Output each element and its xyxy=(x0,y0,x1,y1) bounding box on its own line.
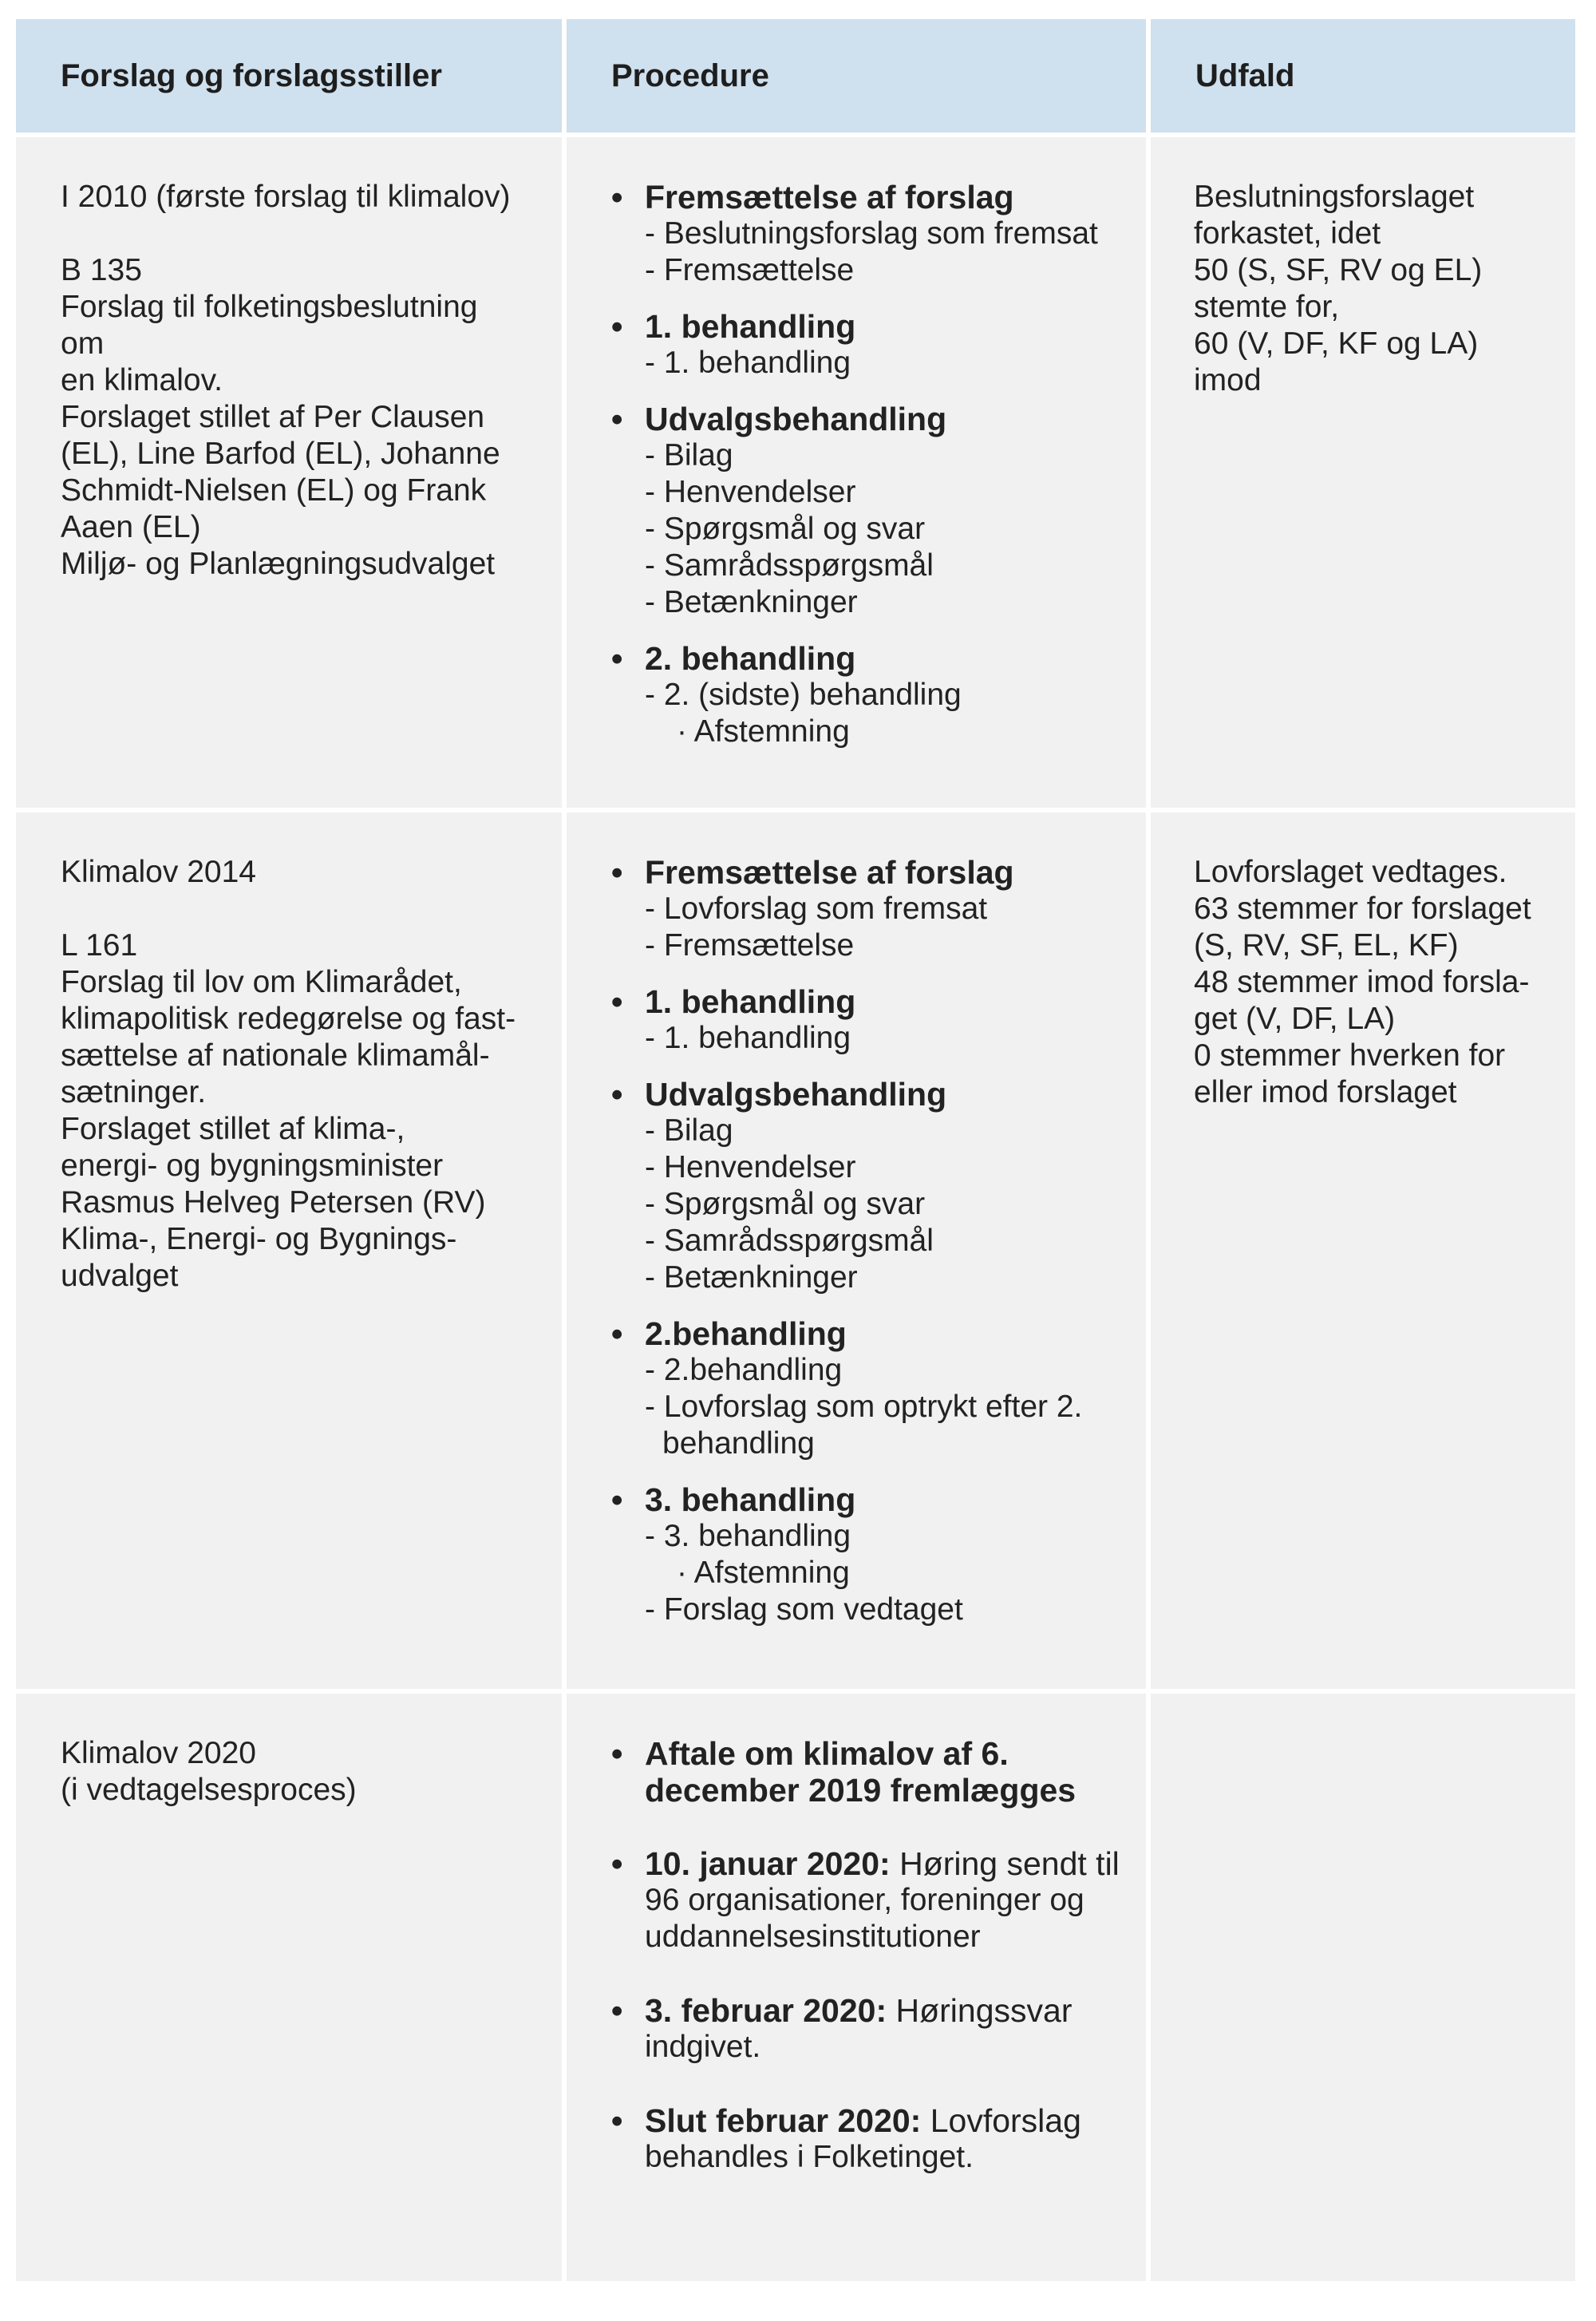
bullet-icon: • xyxy=(611,2102,623,2139)
row1-forslag xyxy=(16,137,567,813)
step-sub: - 2.behandling xyxy=(645,1353,843,1387)
step-sub: - Lovforslag som fremsat xyxy=(645,892,988,926)
bullet-icon: • xyxy=(611,1481,623,1518)
step-subsub: · Afstemning xyxy=(677,1556,850,1590)
step-sub: - 1. behandling xyxy=(645,346,851,380)
row3-line: Klimalov 2020 xyxy=(61,1736,256,1770)
step-sub: - Samrådsspørgsmål xyxy=(645,1224,934,1258)
header-procedure xyxy=(567,19,1151,137)
step-sub: - Bilag xyxy=(645,1113,733,1148)
procedure-step xyxy=(611,1845,1122,1955)
row1-line: (EL), Line Barfod (EL), Johanne xyxy=(61,437,500,471)
procedure-step xyxy=(611,983,1122,1057)
procedure-step xyxy=(611,1735,1122,1809)
row2-outcome-line: get (V, DF, LA) xyxy=(1194,1002,1396,1036)
row1-udfald xyxy=(1151,137,1575,813)
step-sub: - Spørgsmål og svar xyxy=(645,1187,926,1221)
row2-udfald xyxy=(1151,813,1575,1694)
step-title: Aftale om klimalov af 6. xyxy=(645,1735,1009,1772)
step-sub: - Fremsættelse xyxy=(645,253,855,287)
step-date: 10. januar 2020: xyxy=(645,1845,891,1882)
bullet-icon: • xyxy=(611,854,623,891)
step-sub: - Bilag xyxy=(645,438,733,473)
step-title: 3. behandling xyxy=(645,1481,856,1518)
procedure-step xyxy=(611,179,1122,289)
step-sub: - Henvendelser xyxy=(645,1150,856,1184)
row2-line: udvalget xyxy=(61,1259,179,1293)
row2-line: Forslaget stillet af klima-, xyxy=(61,1112,405,1146)
step-sub: - Henvendelser xyxy=(645,475,856,509)
header-procedure-label: Procedure xyxy=(611,57,769,93)
row2-line: sætninger. xyxy=(61,1075,207,1109)
row1-line: en klimalov. xyxy=(61,363,223,397)
procedure-step xyxy=(611,1076,1122,1296)
row2-procedure xyxy=(567,813,1151,1694)
row2-outcome-line: eller imod forslaget xyxy=(1194,1075,1457,1109)
row2-outcome-line: 48 stemmer imod forsla- xyxy=(1194,965,1530,999)
bullet-icon: • xyxy=(611,1735,623,1772)
header-forslag xyxy=(16,19,567,137)
step-sub: - 1. behandling xyxy=(645,1021,851,1055)
bullet-icon: • xyxy=(611,1845,623,1882)
step-title: 2.behandling xyxy=(645,1315,847,1352)
step-sub: - Spørgsmål og svar xyxy=(645,512,926,546)
step-text: Høringssvar xyxy=(887,1992,1073,2029)
row3-line: (i vedtagelsesproces) xyxy=(61,1773,357,1807)
row1-line: Aaen (EL) xyxy=(61,510,201,544)
procedure-step xyxy=(611,2102,1122,2176)
procedure-step xyxy=(611,854,1122,964)
bullet-icon: • xyxy=(611,179,623,215)
row2-outcome-line: Lovforslaget vedtages. xyxy=(1194,855,1507,889)
bullet-icon: • xyxy=(611,983,623,1020)
row3-procedure xyxy=(567,1694,1151,2281)
step-text: Lovforslag xyxy=(921,2102,1081,2139)
step-title: 2. behandling xyxy=(645,640,856,677)
procedure-step xyxy=(611,1481,1122,1628)
row2-lead: Klimalov 2014 xyxy=(61,855,256,889)
row1-outcome-line: stemte for, xyxy=(1194,290,1340,324)
row2-line: klimapolitisk redegørelse og fast- xyxy=(61,1002,516,1036)
row1-procedure xyxy=(567,137,1151,813)
row3-forslag xyxy=(16,1694,567,2281)
row1-outcome-line: imod xyxy=(1194,363,1262,397)
step-text: 96 organisationer, foreninger og xyxy=(645,1883,1084,1917)
bullet-icon: • xyxy=(611,1076,623,1113)
step-date: 3. februar 2020: xyxy=(645,1992,887,2029)
step-text: uddannelsesinstitutioner xyxy=(645,1920,981,1954)
row2-outcome-line: 0 stemmer hverken for xyxy=(1194,1038,1506,1073)
step-text: behandles i Folketinget. xyxy=(645,2140,974,2174)
step-subsub: · Afstemning xyxy=(677,714,850,749)
step-text: indgivet. xyxy=(645,2030,761,2064)
step-sub: - Samrådsspørgsmål xyxy=(645,548,934,583)
step-title: Udvalgsbehandling xyxy=(645,1076,947,1113)
procedure-step xyxy=(611,640,1122,750)
row1-line: Forslag til folketingsbeslutning om xyxy=(61,290,478,361)
step-sub: - Forslag som vedtaget xyxy=(645,1592,963,1627)
step-title: Fremsættelse af forslag xyxy=(645,854,1014,891)
row2-line: L 161 xyxy=(61,928,138,963)
step-title: 1. behandling xyxy=(645,983,856,1020)
step-title: december 2019 fremlægges xyxy=(645,1772,1077,1809)
step-title: Fremsættelse af forslag xyxy=(645,179,1014,215)
row1-lead: I 2010 (første forslag til klimalov) xyxy=(61,180,511,214)
step-title: 1. behandling xyxy=(645,308,856,345)
row1-outcome-line: 50 (S, SF, RV og EL) xyxy=(1194,253,1483,287)
step-sub: - Betænkninger xyxy=(645,1260,858,1295)
procedure-step xyxy=(611,401,1122,621)
row1-line: B 135 xyxy=(61,253,142,287)
bullet-icon: • xyxy=(611,401,623,437)
step-sub: - Betænkninger xyxy=(645,585,858,619)
row2-line: Klima-, Energi- og Bygnings- xyxy=(61,1222,457,1256)
row3-udfald xyxy=(1151,1694,1575,2281)
step-title: Udvalgsbehandling xyxy=(645,401,947,437)
header-udfald xyxy=(1151,19,1575,137)
row1-outcome-line: forkastet, idet xyxy=(1194,216,1381,251)
row1-line: Forslaget stillet af Per Clausen xyxy=(61,400,485,434)
row2-line: Rasmus Helveg Petersen (RV) xyxy=(61,1185,486,1220)
header-forslag-label: Forslag og forslagsstiller xyxy=(61,57,442,93)
comparison-table xyxy=(16,19,1575,2281)
row1-outcome-line: Beslutningsforslaget xyxy=(1194,180,1475,214)
procedure-step xyxy=(611,308,1122,382)
step-text: Høring sendt til xyxy=(890,1845,1120,1882)
row1-line: Schmidt-Nielsen (EL) og Frank xyxy=(61,473,487,508)
row2-outcome-line: 63 stemmer for forslaget xyxy=(1194,892,1531,926)
bullet-icon: • xyxy=(611,1315,623,1352)
step-sub: - 3. behandling xyxy=(645,1519,851,1553)
row2-outcome-line: (S, RV, SF, EL, KF) xyxy=(1194,928,1459,963)
row2-line: sættelse af nationale klimamål- xyxy=(61,1038,490,1073)
bullet-icon: • xyxy=(611,640,623,677)
step-sub: - 2. (sidste) behandling xyxy=(645,678,962,712)
procedure-step xyxy=(611,1992,1122,2066)
step-sub: - Beslutningsforslag som fremsat xyxy=(645,216,1098,251)
bullet-icon: • xyxy=(611,1992,623,2029)
step-date: Slut februar 2020: xyxy=(645,2102,922,2139)
procedure-step xyxy=(611,1315,1122,1462)
header-udfald-label: Udfald xyxy=(1195,57,1295,93)
row1-line: Miljø- og Planlægningsudvalget xyxy=(61,547,496,581)
step-sub: - Lovforslag som optrykt efter 2. xyxy=(645,1390,1083,1424)
step-sub-continuation: behandling xyxy=(662,1426,815,1461)
row1-outcome-line: 60 (V, DF, KF og LA) xyxy=(1194,326,1479,361)
row2-line: Forslag til lov om Klimarådet, xyxy=(61,965,462,999)
bullet-icon: • xyxy=(611,308,623,345)
row2-forslag xyxy=(16,813,567,1694)
step-sub: - Fremsættelse xyxy=(645,928,855,963)
row2-line: energi- og bygningsminister xyxy=(61,1149,444,1183)
